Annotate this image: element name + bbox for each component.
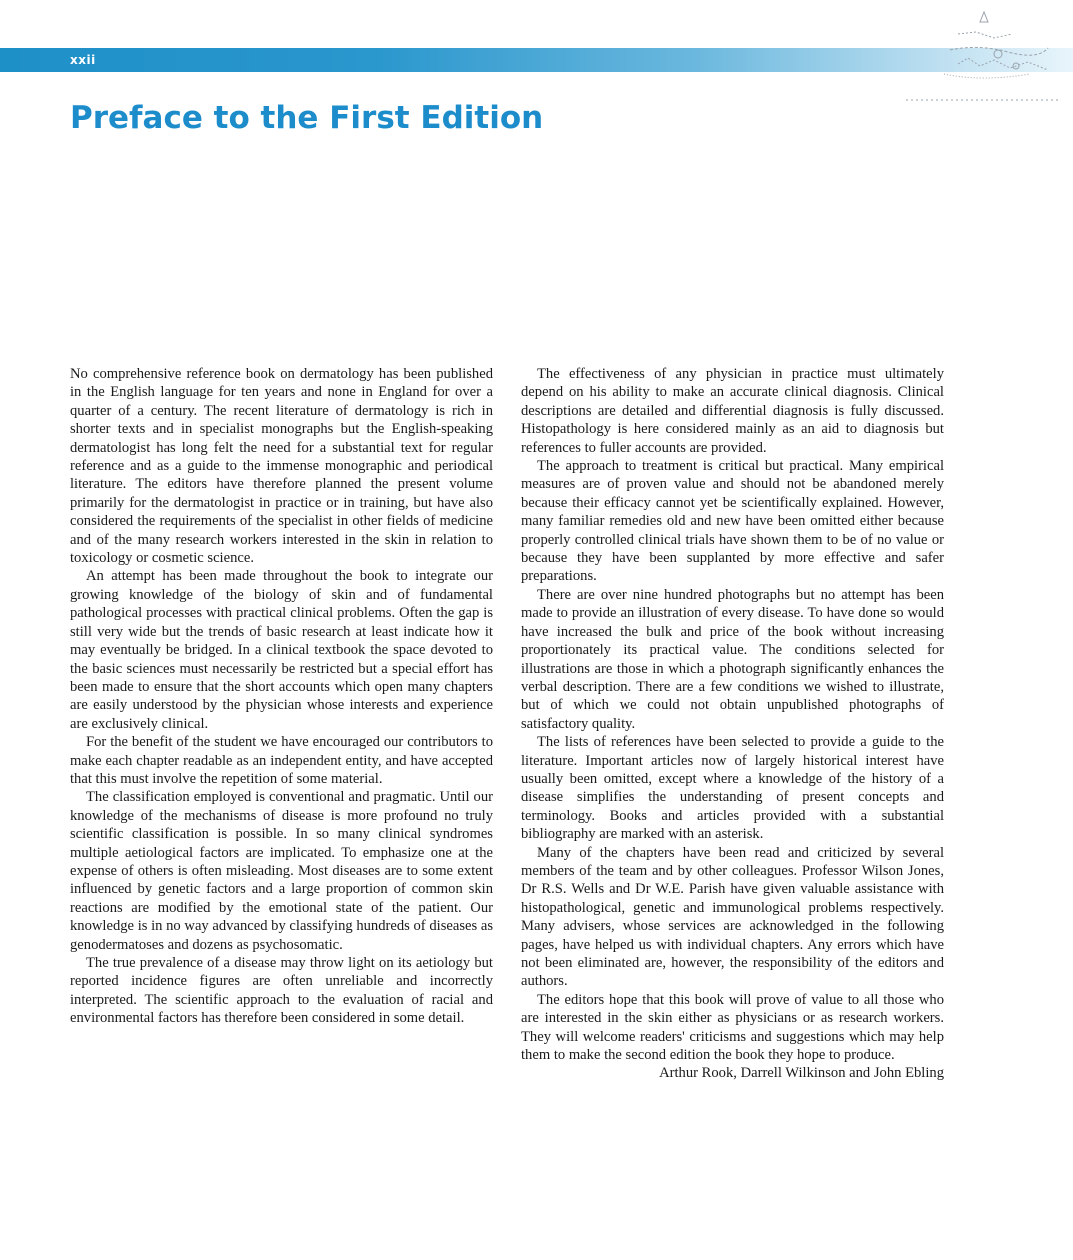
paragraph: Many of the chapters have been read and criticized by several members of the team and by other colleagues. Professor Wilson Jones, Dr R.S. Wells and Dr W.E. Parish have given valuable assistance with histopathological, genetic and immunological problems respectively. Many advisers, whose services are acknowledged in the following pages, have helped us with individual chapters. Any errors which have not been eliminated are, however, the responsibility of the editors and authors.: [521, 844, 944, 990]
right-column: [521, 365, 944, 1083]
publisher-logo-icon: [898, 4, 1066, 112]
paragraph: The classification employed is conventional and pragmatic. Until our knowledge of the mechanisms of disease is more profound no truly scientific classification is possible. In so many clinical syndromes multiple aetiological factors are implicated. To emphasize one at the expense of others is often misleading. Most diseases are to some extent influenced by genetic factors and a large proportion of common skin reactions are modified by the emotional state of the patient. Our knowledge is in no way advanced by classifying hundreds of diseases as genodermatoses and dozens as psychosomatic.: [70, 789, 493, 953]
paragraph: For the benefit of the student we have encouraged our contributors to make each chapter readable as an independent entity, and have accepted that this must involve the repetition of some material.: [70, 734, 493, 787]
paragraph: An attempt has been made throughout the book to integrate our growing knowledge of the biology of skin and of fundamental pathological processes with practical clinical problems. Often the gap is still very wide but the trends of basic research at least indicate how it may eventually be bridged. In a clinical textbook the space devoted to the basic sciences must necessarily be restricted but a special effort has been made to ensure that the short accounts which open many chapters are easily understood by the physician whose interests and experience are exclusively clinical.: [70, 568, 493, 732]
paragraph: There are over nine hundred photographs but no attempt has been made to provide an illustration of every disease. To have done so would have increased the bulk and price of the book without increasing proportionately its practical value. The conditions selected for illustrations are those in which a photograph significantly enhances the verbal description. There are a few conditions we wished to illustrate, but of which we could not obtain unpublished photographs of satisfactory quality.: [521, 586, 944, 732]
page-number: xxii: [70, 53, 96, 67]
left-column: [70, 365, 493, 1028]
paragraph: The effectiveness of any physician in practice must ultimately depend on his ability to make an accurate clinical diagnosis. Clinical descriptions are detailed and differential diagnosis is fully discussed. Histopathology is here considered mainly as an aid to diagnosis but references to fuller accounts are provided.: [521, 366, 944, 456]
page-title: Preface to the First Edition: [70, 100, 544, 136]
paragraph: The lists of references have been selected to provide a guide to the literature. Important articles now of largely historical interest have usually been omitted, except where a knowledge of the history of a disease simplifies the understanding of present concepts and terminology. Books and articles provided with a substantial bibliography are marked with an asterisk.: [521, 734, 944, 843]
signature: Arthur Rook, Darrell Wilkinson and John Ebling: [659, 1065, 944, 1082]
paragraph: The editors hope that this book will prove of value to all those who are interested in the skin either as physicians or as research workers. They will welcome readers' criticisms and suggestions which may help them to make the second edition the book they hope to produce.: [521, 991, 944, 1064]
paragraph: The true prevalence of a disease may throw light on its aetiology but reported incidence figures are often unreliable and incorrectly interpreted. The scientific approach to the evaluation of racial and environmental factors has therefore been considered in some detail.: [70, 955, 493, 1027]
paragraph: The approach to treatment is critical but practical. Many empirical measures are of proven value and should not be abandoned merely because their efficacy cannot yet be scientifically explained. However, many familiar remedies old and new have been omitted either because properly controlled clinical trials have shown them to be of no value or because they have been supplanted by more effective and safer preparations.: [521, 458, 944, 585]
paragraph: No comprehensive reference book on dermatology has been published in the English language for ten years and none in England for over a quarter of a century. The recent literature of dermatology is rich in shorter texts and in specialist monographs but the English-speaking dermatologist has long felt the need for a substantial text for regular reference and as a guide to the immense monographic and periodical literature. The editors have therefore planned the present volume primarily for the dermatologist in practice or in training, but have also considered the requirements of the specialist in other fields of medicine and of the many research workers interested in the skin in relation to toxicology or cosmetic science.: [70, 366, 493, 567]
